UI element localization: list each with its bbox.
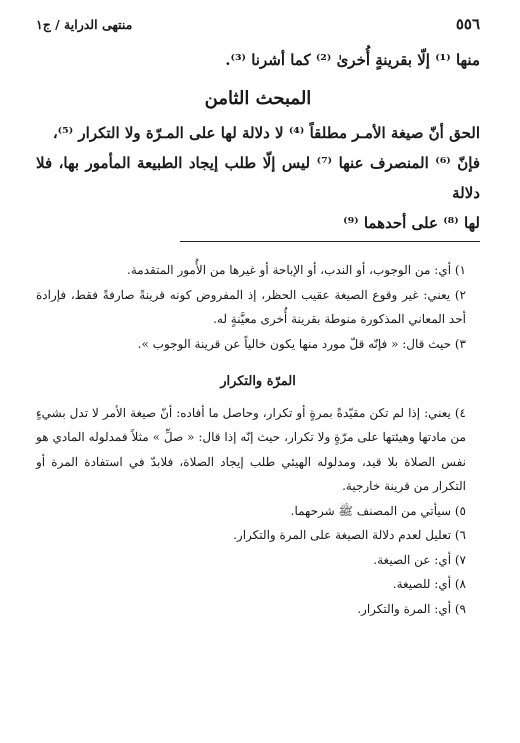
footnote-divider (180, 241, 480, 242)
footnote-8: ٨) أي: للصيغة. (392, 577, 466, 591)
section-title: المبحث الثامن (204, 88, 312, 109)
main-line: الحق أنّ صيغة الأمـر مطلقاً ⁽⁴⁾ لا دلالة لها على المـرّة ولا التكرار ⁽⁵⁾، (52, 124, 480, 142)
footnote-1: ١) أي: من الوجوب، أو الندب، أو الإباحة أو غيرها من الأُمور المتقدمة. (127, 263, 466, 277)
main-line: لها ⁽⁸⁾ على أحدهما ⁽⁹⁾ (343, 214, 480, 232)
main-text (36, 46, 480, 238)
footnote-7: ٧) أي: عن الصيغة. (373, 552, 466, 567)
main-line: فإنّ ⁽⁶⁾ المنصرف عنها ⁽⁷⁾ ليس إلّا طلب إيجاد الطبيعة المأمور بها، فلا دلالة (36, 154, 480, 202)
page-number: ٥٥٦ (455, 15, 480, 33)
footnote-2: ٢) يعني: غير وقوع الصيغة عقيب الحظر، إذ المفروض كونه قرينةً صارفةً فقط، فإرادة أحد المعاني المذكورة منوطة بقرينة أُخرى معيَّنةٍ له. (36, 287, 466, 326)
footnote-3: ٣) حيث قال: « فإنّه قلّ مورد منها يكون خالياً عن قرينة الوجوب ». (137, 336, 466, 351)
footnote-9: ٩) أي: المرة والتكرار. (357, 601, 466, 616)
footnote-6: ٦) تعليل لعدم دلالة الصيغة على المرة والتكرار. (233, 528, 466, 542)
running-title: منتهى الدراية / ج١ (36, 16, 133, 32)
continuation-line: منها ⁽¹⁾ إلّا بقرينةٍ أُخرىٰ ⁽²⁾ كما أشرنا ⁽³⁾. (225, 51, 480, 69)
footnotes (36, 258, 480, 621)
footnote-4: ٤) يعني: إذا لم تكن مقيّدةً بمرةٍ أو تكرار، وحاصل ما أفاده: أنّ صيغة الأمر لا تدل بشيءٍ من مادتها وهيئتها على مرّةٍ ولا تكرار، حيث إنّه إذا قال: « صلِّ » مثلاً فمدلوله المادي هو نفس الصلاة بلا قيد، ومدلوله الهيئي طلب إيجاد الصلاة، فلابدّ في استفادة المرة أو التكرار من قرينة خارجية. (36, 405, 466, 493)
page-header (36, 14, 480, 34)
footnote-subheading: المرّة والتكرار (220, 374, 296, 389)
footnote-5: ٥) سيأتي من المصنف ﷺ شرحهما. (290, 503, 466, 518)
main-paragraph (36, 118, 480, 238)
